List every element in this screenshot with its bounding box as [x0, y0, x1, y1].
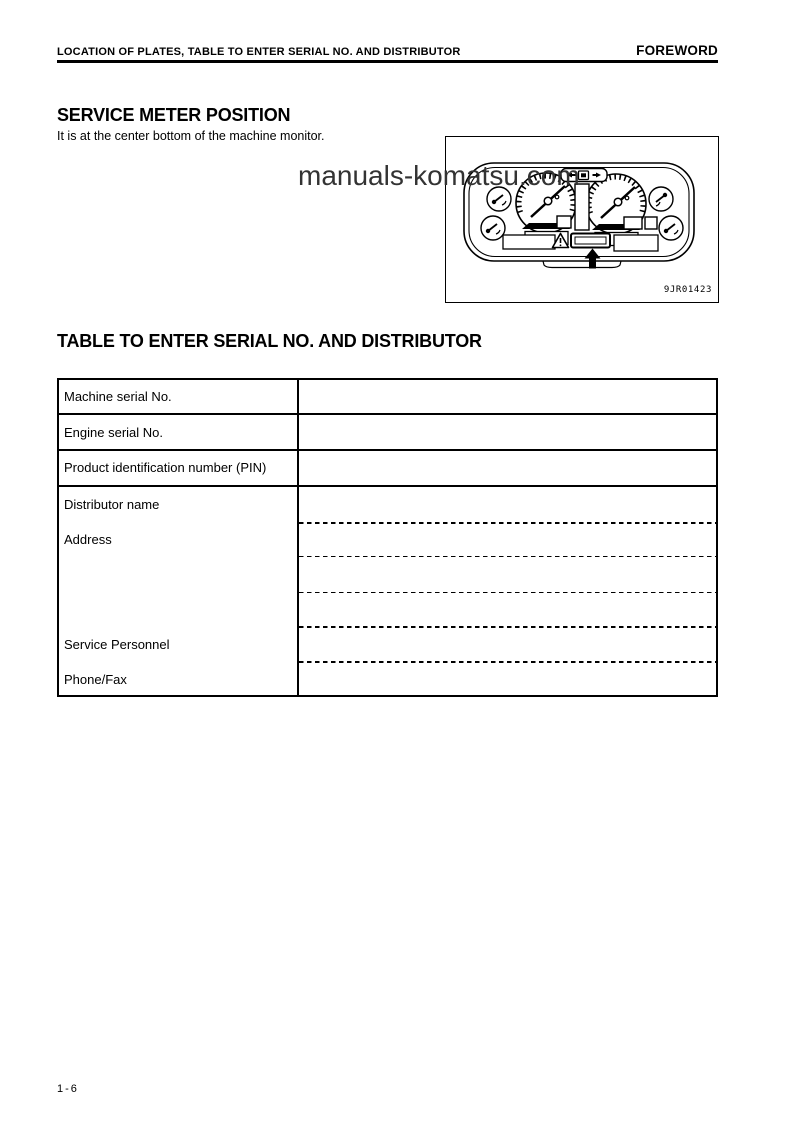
display-window — [624, 217, 642, 229]
watermark-text: manuals-komatsu.com — [298, 160, 580, 191]
display-window — [503, 235, 555, 249]
service-meter-body-text: It is at the center bottom of the machine monitor. — [57, 129, 325, 143]
header-left-title: LOCATION OF PLATES, TABLE TO ENTER SERIAL NO. AND DISTRIBUTOR — [57, 46, 461, 58]
dashed-fill-line — [299, 592, 716, 593]
row-label-machine-serial: Machine serial No. — [64, 389, 172, 404]
display-window — [557, 216, 571, 228]
row-label-service-personnel: Service Personnel — [64, 637, 170, 652]
table-row-divider — [59, 413, 716, 415]
dashed-fill-line — [299, 522, 716, 524]
row-label-distributor-name: Distributor name — [64, 497, 160, 512]
table-column-divider — [297, 380, 299, 695]
header-rule — [57, 60, 718, 63]
dashed-fill-line — [299, 556, 716, 557]
dashed-fill-line — [299, 626, 716, 628]
row-label-address: Address — [64, 532, 112, 547]
display-window — [645, 217, 657, 229]
header-right-title: FOREWORD — [636, 43, 718, 58]
section-title-serial-table: TABLE TO ENTER SERIAL NO. AND DISTRIBUTOR — [57, 331, 482, 351]
service-meter-window — [571, 234, 610, 248]
serial-number-table — [57, 378, 718, 697]
dashed-fill-line — [299, 661, 716, 663]
figure-code: 9JR01423 — [663, 285, 712, 295]
row-label-engine-serial: Engine serial No. — [64, 425, 163, 440]
display-window — [614, 235, 658, 251]
row-label-pin: Product identification number (PIN) — [64, 460, 267, 475]
small-gauge-icon — [481, 216, 505, 240]
small-gauge-icon — [649, 187, 673, 211]
small-gauge-icon — [659, 216, 683, 240]
page-number: 1-6 — [57, 1083, 79, 1095]
row-label-phone-fax: Phone/Fax — [64, 672, 127, 687]
section-title-service-meter: SERVICE METER POSITION — [57, 105, 291, 125]
panel-bottom-tab — [543, 261, 621, 268]
table-row-divider — [59, 449, 716, 451]
table-row-divider — [59, 485, 716, 487]
